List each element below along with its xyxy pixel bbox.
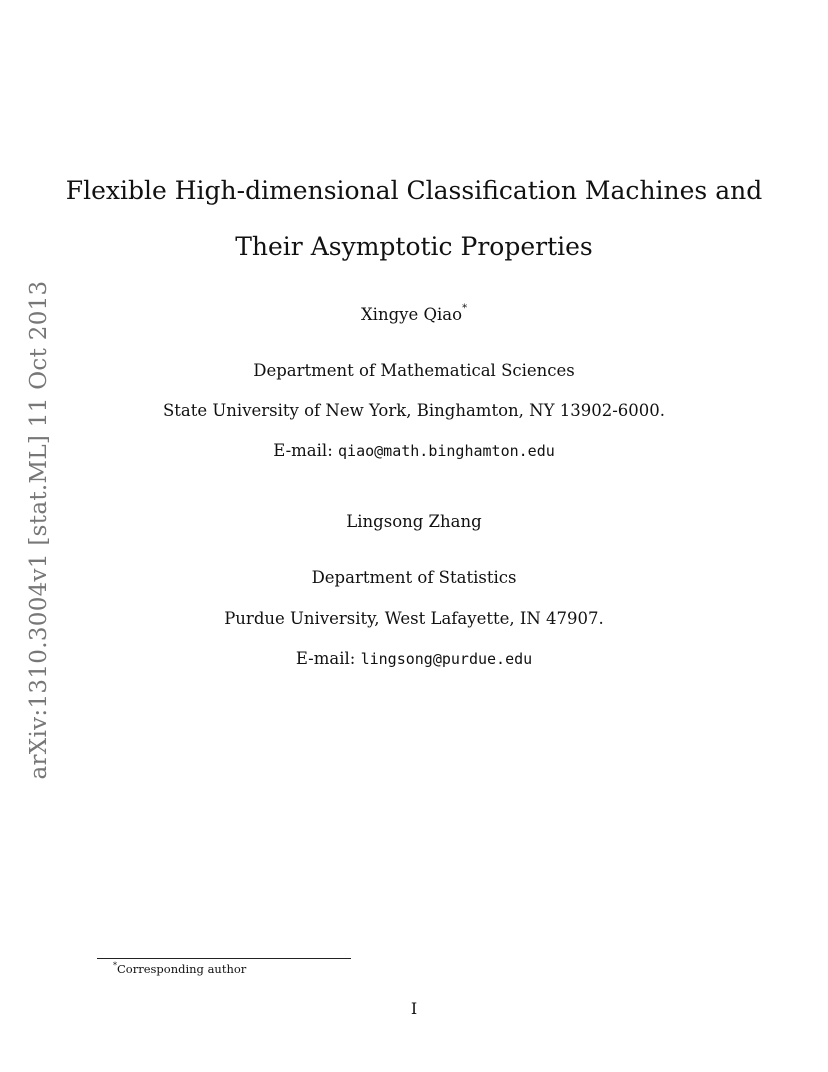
paper-title-line-2: Their Asymptotic Properties <box>235 232 593 261</box>
arxiv-identifier-stamp: arXiv:1310.3004v1 [stat.ML] 11 Oct 2013 <box>26 280 52 780</box>
page-number: I <box>410 999 418 1018</box>
paper-title-line-1: Flexible High-dimensional Classification Machines and <box>65 176 763 205</box>
author-1-email-label: E-mail: <box>273 441 333 460</box>
author-2-name: Lingsong Zhang <box>346 512 482 531</box>
author-2-email[interactable]: lingsong@purdue.edu <box>360 650 533 668</box>
author-2-email-label: E-mail: <box>295 649 356 668</box>
author-2-email-line <box>0 649 828 668</box>
footnote <box>113 962 246 976</box>
author-2-department: Department of Statistics <box>311 568 517 587</box>
footnote-mark: * <box>113 961 117 970</box>
author-2-institution: Purdue University, West Lafayette, IN 47907. <box>224 609 604 628</box>
author-1 <box>0 305 828 324</box>
footnote-text: Corresponding author <box>117 962 247 976</box>
author-1-institution: State University of New York, Binghamton, NY 13902-6000. <box>162 401 666 420</box>
author-1-name: Xingye Qiao <box>360 305 463 324</box>
author-1-email[interactable]: qiao@math.binghamton.edu <box>338 442 555 460</box>
corresponding-author-mark: * <box>462 303 468 314</box>
footnote-rule <box>97 958 351 959</box>
author-1-department: Department of Mathematical Sciences <box>253 361 575 380</box>
author-1-email-line <box>0 441 828 460</box>
